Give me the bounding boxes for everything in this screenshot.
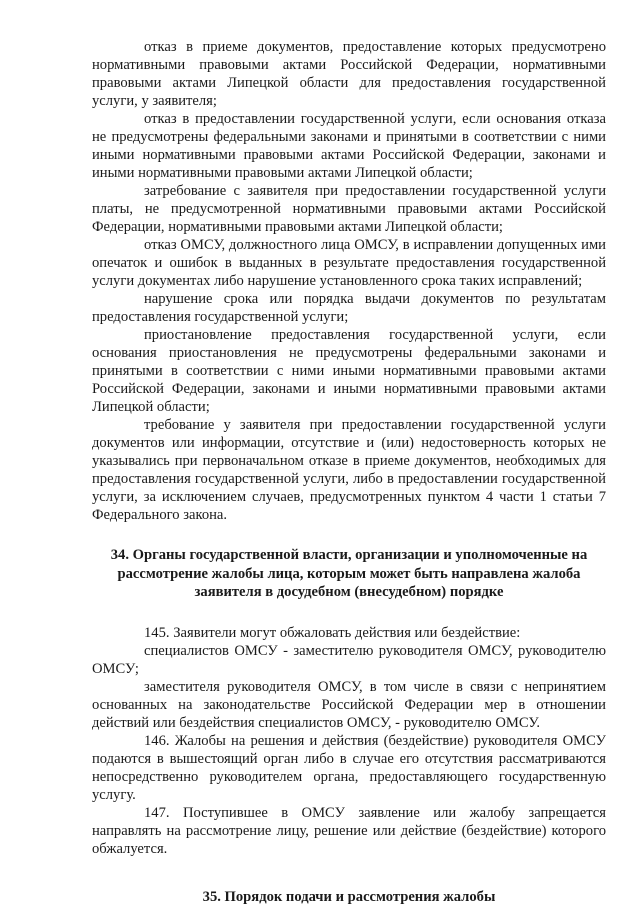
paragraph: отказ в приеме документов, предоставление которых предусмотрено нормативными правовыми актами Российской Федерации, нормативными правовыми актами Липецкой области для предоставления государственной услуги, у заявителя;: [92, 38, 606, 110]
section-35-title: 35. Порядок подачи и рассмотрения жалобы: [92, 888, 606, 906]
paragraph: специалистов ОМСУ - заместителю руководителя ОМСУ, руководителю ОМСУ;: [92, 642, 606, 678]
paragraph: 145. Заявители могут обжаловать действия или бездействие:: [92, 624, 606, 642]
paragraph: нарушение срока или порядка выдачи документов по результатам предоставления государственной услуги;: [92, 290, 606, 326]
paragraph: требование у заявителя при предоставлении государственной услуги документов или информации, отсутствие и (или) недостоверность которых не указывались при первоначальном отказе в приеме документов, необходимых для предоставления государственной услуги, либо в предоставлении государственной услуги, за исключением случаев, предусмотренных пунктом 4 части 1 статьи 7 Федерального закона.: [92, 416, 606, 524]
paragraph: приостановление предоставления государственной услуги, если основания приостановления не предусмотрены федеральными законами и принятыми в соответствии с ними иными нормативными правовыми актами Российской Федерации, законами и иными нормативными правовыми актами Липецкой области;: [92, 326, 606, 416]
section-34-title: 34. Органы государственной власти, организации и уполномоченные на рассмотрение жалобы лица, которым может быть направлена жалоба заявителя в досудебном (внесудебном) порядке: [92, 546, 606, 602]
paragraph: 147. Поступившее в ОМСУ заявление или жалобу запрещается направлять на рассмотрение лицу, решение или действие (бездействие) которого обжалуется.: [92, 804, 606, 858]
paragraph: затребование с заявителя при предоставлении государственной услуги платы, не предусмотренной нормативными правовыми актами Российской Федерации, нормативными правовыми актами Липецкой области;: [92, 182, 606, 236]
paragraph: отказ ОМСУ, должностного лица ОМСУ, в исправлении допущенных ими опечаток и ошибок в выданных в результате предоставления государственной услуги документах либо нарушение установленного срока таких исправлений;: [92, 236, 606, 290]
paragraph: 146. Жалобы на решения и действия (бездействие) руководителя ОМСУ подаются в вышестоящий орган либо в случае его отсутствия рассматриваются непосредственно руководителем органа, предоставляющего государственную услугу.: [92, 732, 606, 804]
paragraph: отказ в предоставлении государственной услуги, если основания отказа не предусмотрены федеральными законами и принятыми в соответствии с ними иными нормативными правовыми актами Российской Федерации, законами и иными нормативными правовыми актами Липецкой области;: [92, 110, 606, 182]
paragraph: заместителя руководителя ОМСУ, в том числе в связи с непринятием основанных на законодательстве Российской Федерации мер в отношении действий или бездействия специалистов ОМСУ, - руководителю ОМСУ.: [92, 678, 606, 732]
